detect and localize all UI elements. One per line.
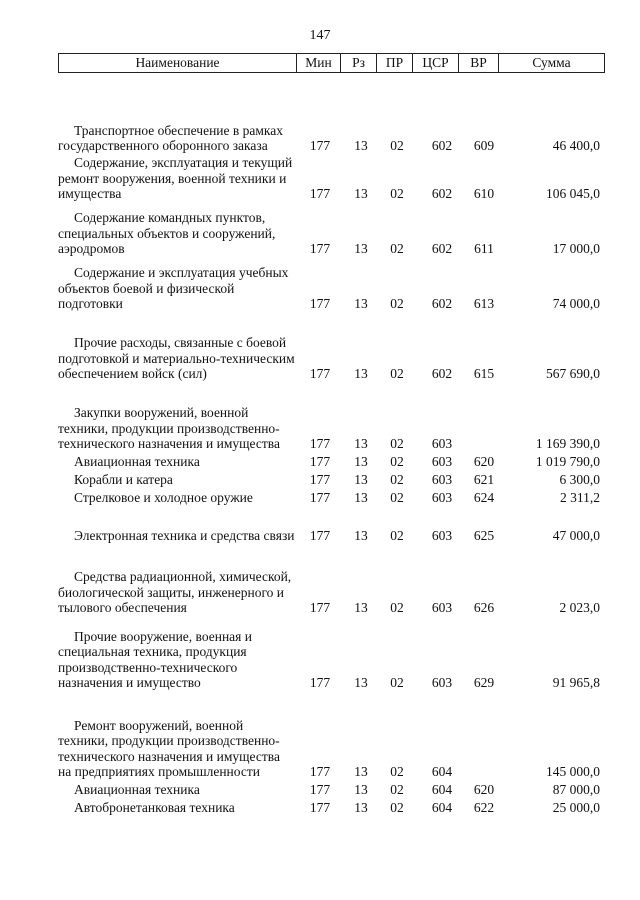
table-row [0,99,640,153]
row-rz: 13 [354,295,368,311]
row-min: 177 [309,295,331,311]
row-min: 177 [309,489,331,505]
row-csr: 603 [431,599,453,615]
row-csr: 603 [431,435,453,451]
row-min: 177 [309,527,331,543]
row-rz: 13 [354,471,368,487]
row-csr: 602 [431,240,453,256]
row-pr: 02 [390,781,404,797]
row-sum: 1 019 790,0 [535,453,600,469]
row-min: 177 [309,137,331,153]
row-vr: 620 [473,453,495,469]
row-rz: 13 [354,527,368,543]
row-rz: 13 [354,763,368,779]
row-min: 177 [309,763,331,779]
row-vr: 610 [473,185,495,201]
row-csr: 602 [431,295,453,311]
table-row [0,469,640,487]
table-row [0,311,640,381]
table-row [0,543,640,615]
row-sum: 74 000,0 [552,295,600,311]
row-sum: 145 000,0 [546,763,600,779]
row-name: Электронная техника и средства связи [74,527,295,543]
row-csr: 603 [431,527,453,543]
header-pr: ПР [377,54,413,73]
table-row [0,201,640,256]
row-sum: 25 000,0 [552,799,600,815]
row-sum: 2 023,0 [559,599,600,615]
row-csr: 602 [431,185,453,201]
header-min: Мин [297,54,341,73]
row-name: Прочие расходы, связанные с боевой подготовкой и материально-техническим обеспечением войск (сил) [58,335,295,381]
row-min: 177 [309,365,331,381]
table-row [0,779,640,797]
row-sum: 567 690,0 [546,365,600,381]
row-name: Авиационная техника [74,781,200,797]
row-name: Стрелковое и холодное оружие [74,489,253,505]
table-row [0,381,640,451]
row-pr: 02 [390,471,404,487]
row-vr: 620 [473,781,495,797]
row-rz: 13 [354,240,368,256]
table-row [0,256,640,311]
row-vr: 613 [473,295,495,311]
row-pr: 02 [390,674,404,690]
row-sum: 87 000,0 [552,781,600,797]
row-pr: 02 [390,599,404,615]
row-vr: 626 [473,599,495,615]
row-vr: 625 [473,527,495,543]
row-min: 177 [309,781,331,797]
row-name: Транспортное обеспечение в рамках государственного оборонного заказа [58,122,284,153]
row-name: Корабли и катера [74,471,173,487]
table-header [58,53,605,73]
row-name: Прочие вооружение, военная и специальная техника, продукция производственно-технического назначения и имущество [58,629,252,690]
row-sum: 91 965,8 [552,674,600,690]
table-row [0,615,640,690]
row-pr: 02 [390,763,404,779]
row-pr: 02 [390,185,404,201]
row-name: Содержание, эксплуатация и текущий ремонт вооружения, военной техники и имущества [58,155,293,201]
row-pr: 02 [390,240,404,256]
row-min: 177 [309,799,331,815]
row-name: Содержание и эксплуатация учебных объектов боевой и физической подготовки [58,265,289,311]
table-row [0,153,640,201]
table-row [0,451,640,469]
row-vr: 621 [473,471,495,487]
row-vr: 611 [474,240,494,256]
row-pr: 02 [390,799,404,815]
table-row [0,797,640,815]
row-rz: 13 [354,365,368,381]
row-vr: 629 [473,674,495,690]
row-min: 177 [309,435,331,451]
row-min: 177 [309,453,331,469]
row-pr: 02 [390,365,404,381]
row-vr: 624 [473,489,495,505]
row-csr: 603 [431,453,453,469]
row-name: Средства радиационной, химической, биологической защиты, инженерного и тылового обеспечения [58,569,292,615]
row-csr: 604 [431,781,453,797]
row-vr: 615 [473,365,495,381]
header-csr: ЦСР [413,54,459,73]
row-csr: 603 [431,674,453,690]
row-csr: 603 [431,471,453,487]
row-min: 177 [309,471,331,487]
row-pr: 02 [390,527,404,543]
row-sum: 46 400,0 [552,137,600,153]
row-name: Автобронетанковая техника [74,799,235,815]
row-rz: 13 [354,799,368,815]
row-csr: 602 [431,137,453,153]
row-pr: 02 [390,295,404,311]
row-rz: 13 [354,453,368,469]
row-sum: 17 000,0 [552,240,600,256]
row-sum: 47 000,0 [552,527,600,543]
table-row [0,690,640,779]
row-pr: 02 [390,137,404,153]
row-csr: 602 [431,365,453,381]
row-name: Авиационная техника [74,453,200,469]
header-name: Наименование [59,54,297,73]
header-rz: Рз [341,54,377,73]
row-rz: 13 [354,674,368,690]
row-min: 177 [309,674,331,690]
row-rz: 13 [354,185,368,201]
row-csr: 604 [431,799,453,815]
page-number: 147 [309,28,331,43]
row-csr: 603 [431,489,453,505]
row-sum: 6 300,0 [559,471,600,487]
row-pr: 02 [390,453,404,469]
table-row [0,505,640,543]
row-sum: 2 311,2 [560,489,600,505]
row-name: Содержание командных пунктов, специальных объектов и сооружений, аэродромов [58,210,276,256]
table-row [0,487,640,505]
row-name: Закупки вооружений, военной техники, продукции производственно-технического назначения и имущества [58,405,280,451]
row-pr: 02 [390,435,404,451]
row-min: 177 [309,185,331,201]
row-pr: 02 [390,489,404,505]
row-rz: 13 [354,137,368,153]
row-rz: 13 [354,435,368,451]
row-min: 177 [309,599,331,615]
row-rz: 13 [354,599,368,615]
row-min: 177 [309,240,331,256]
row-vr: 622 [473,799,495,815]
row-sum: 106 045,0 [546,185,600,201]
header-sum: Сумма [499,54,605,73]
row-name: Ремонт вооружений, военной техники, продукции производственно-технического назначения и имущества на предприятиях промышленности [58,718,280,779]
row-csr: 604 [431,763,453,779]
row-sum: 1 169 390,0 [535,435,600,451]
header-vr: ВР [459,54,499,73]
row-rz: 13 [354,781,368,797]
row-rz: 13 [354,489,368,505]
row-vr: 609 [473,137,495,153]
